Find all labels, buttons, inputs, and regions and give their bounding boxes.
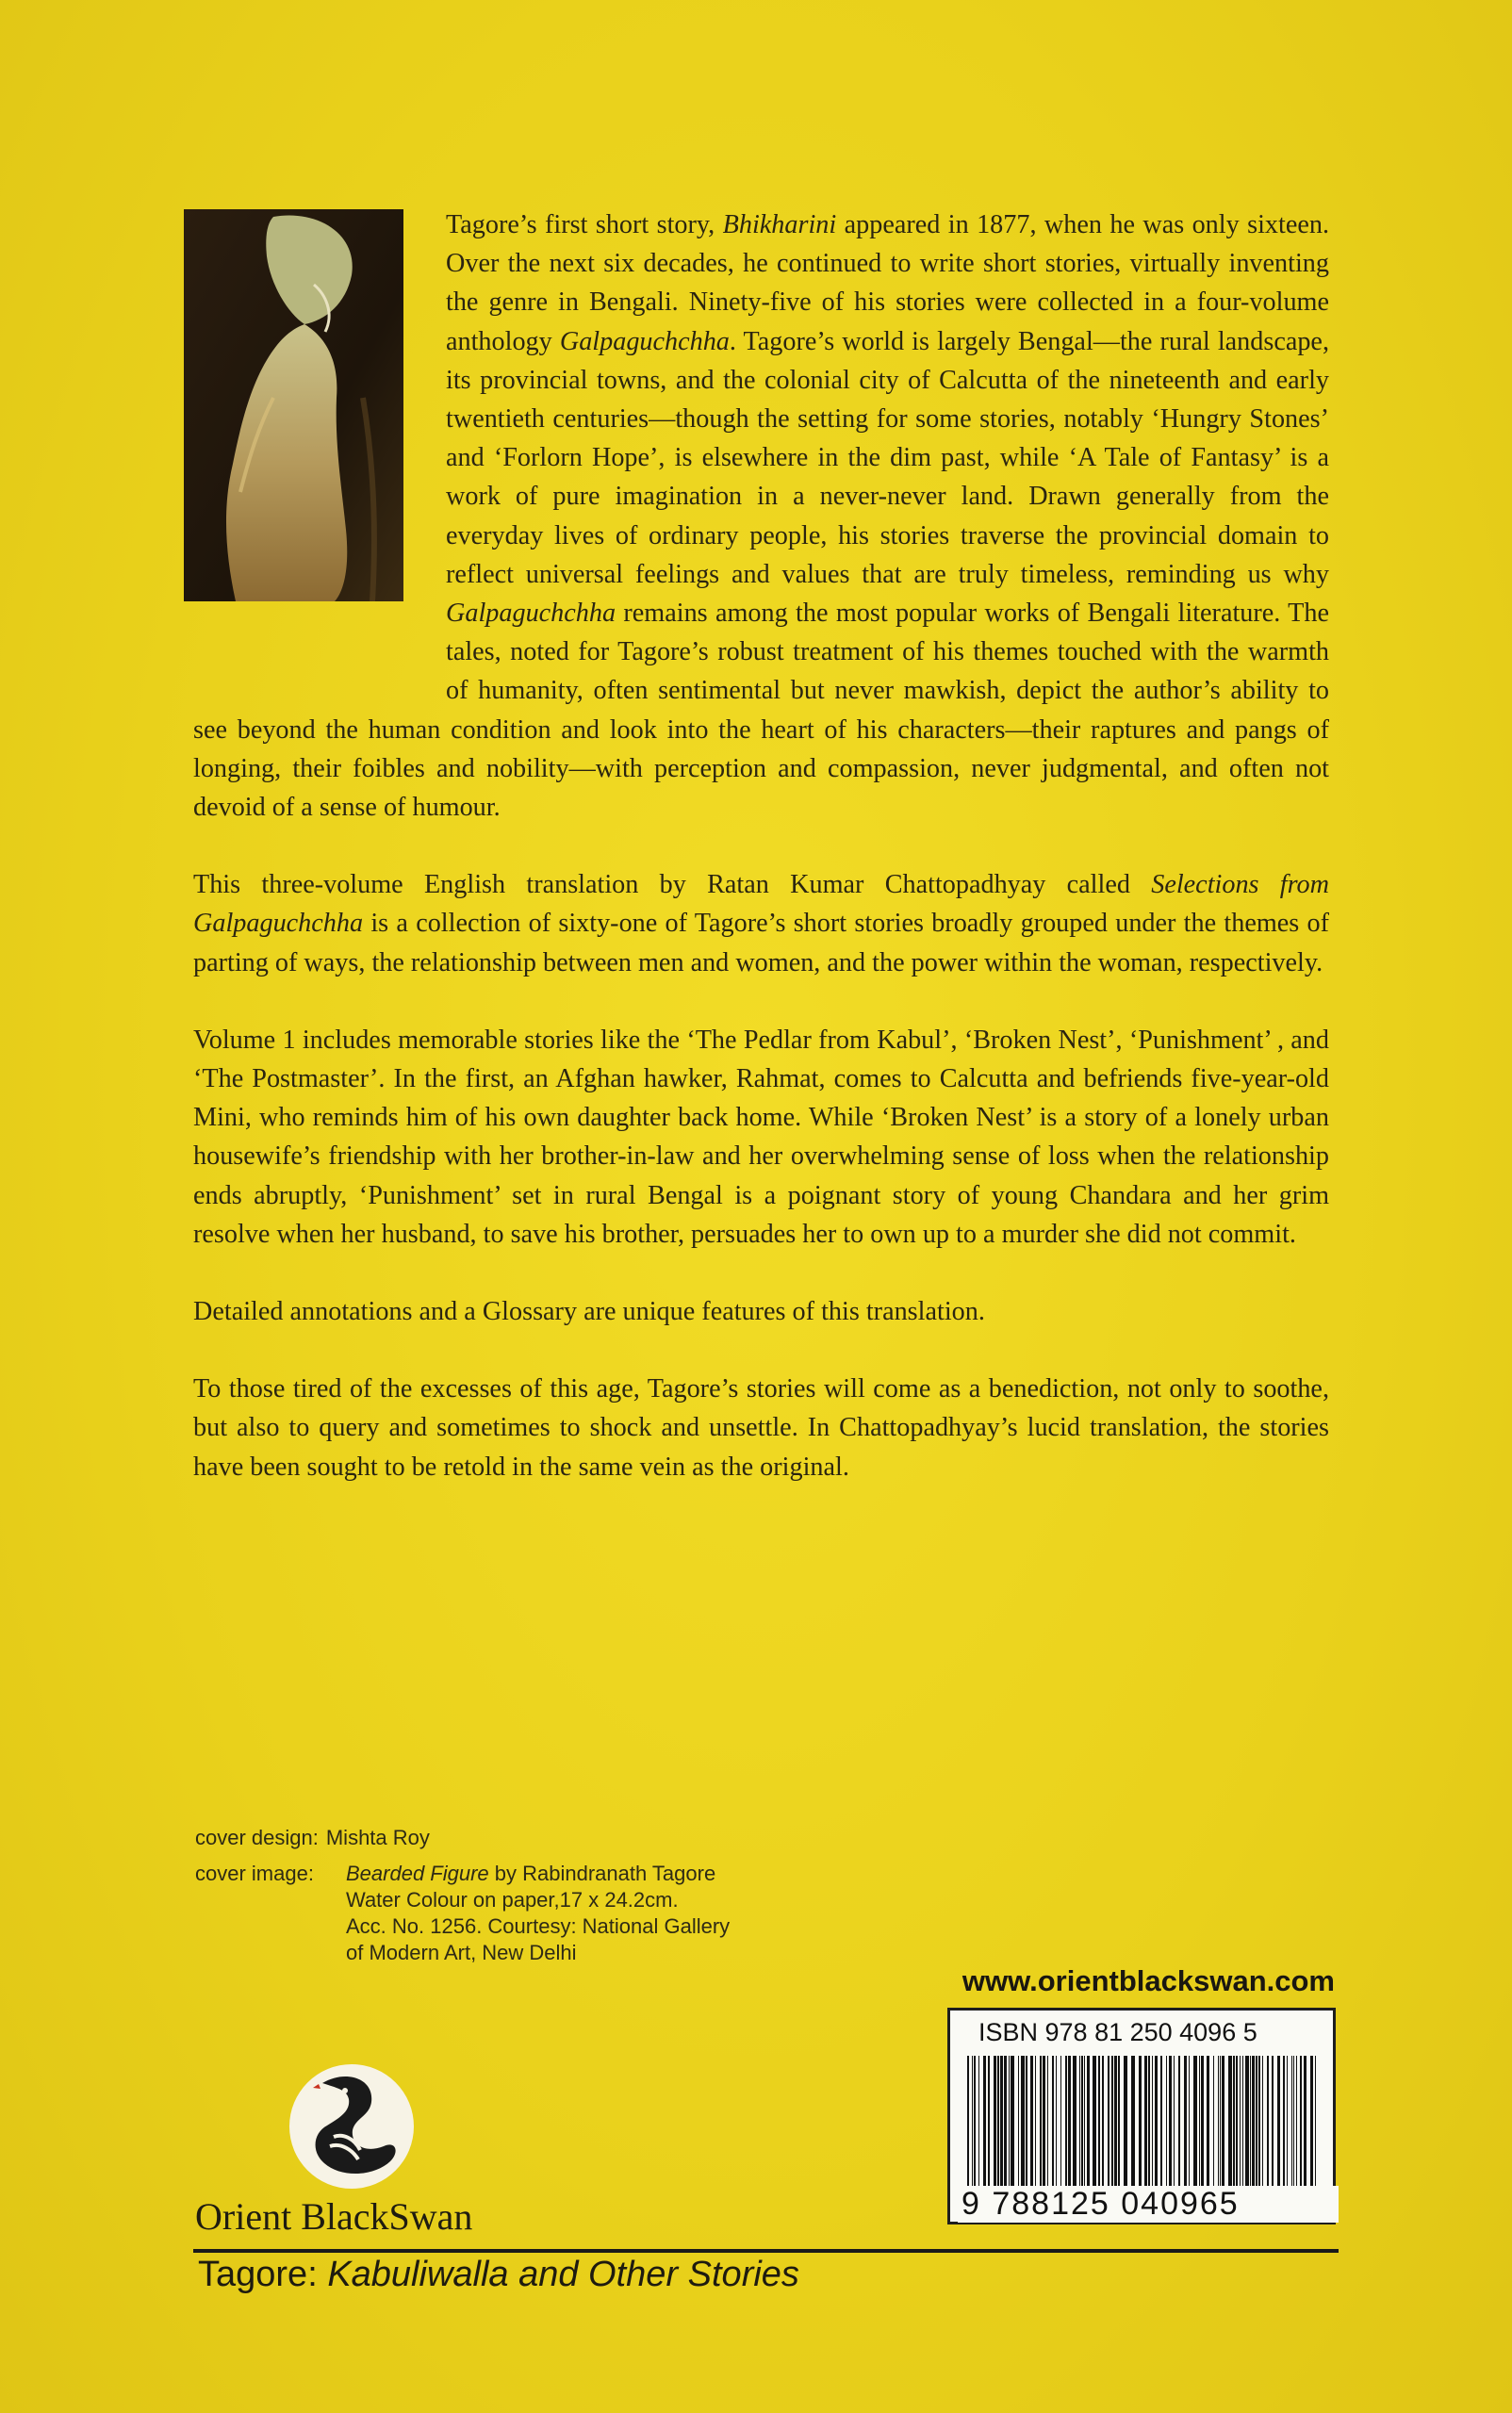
swan-logo-icon [285, 2060, 419, 2193]
cover-image-artist: by Rabindranath Tagore [488, 1862, 716, 1885]
divider [193, 2249, 1339, 2253]
barcode-bars [967, 2056, 1322, 2197]
barcode-digits: 9 788125 040965 [958, 2186, 1339, 2223]
blurb-paragraph-1: Tagore’s first short story, Bhikharini appeared in 1877, when he was only sixteen. Over the next six decades, he continued to write short stories, virtually inventing the genre in Bengali. Ninety-five of his stories were collected in a four-volume anthology Galpaguchchha. Tagore’s world is largely Bengal—the rural landscape, its provincial towns, and the colonial city of Calcutta of the nineteenth and early twentieth centuries—though the setting for some stories, notably ‘Hungry Stones’ and ‘Forlorn Hope’, is elsewhere in the dim past, while ‘A Tale of Fantasy’ is a work of pure imagination in a never-never land. Drawn generally from the everyday lives of ordinary people, his stories traverse the provincial domain to reflect universal feelings and values that are truly timeless, reminding us why Galpaguchchha remains among the most popular works of Bengali literature. The tales, noted for Tagore’s robust treatment of his themes touched with the warmth of humanity, often sentimental but never mawkish, depict the author’s ability to see beyond the human condition and look into the heart of his characters—their raptures and pangs of longing, their foibles and nobility—with perception and compassion, never judgmental, and often not devoid of a sense of humour. [193, 210, 1329, 823]
blurb-paragraph-3: Volume 1 includes memorable stories like the ‘The Pedlar from Kabul’, ‘Broken Nest’, ‘Punishment’ , and ‘The Postmaster’. In the first, an Afghan hawker, Rahmat, comes to Calcutta and befriends five-year-old Mini, who reminds him of his own daughter back home. While ‘Broken Nest’ is a story of a lonely urban housewife’s friendship with her brother-in-law and her overwhelming sense of loss when the relationship ends abruptly, ‘Punishment’ set in rural Bengal is a poignant story of young Chandara and her grim resolve when her husband, to save his brother, persuades her to own up to a murder she did not commit. [193, 1025, 1329, 1249]
publisher-name: Orient BlackSwan [195, 2195, 473, 2238]
cover-credits [195, 1825, 730, 1966]
book-title [198, 2255, 799, 2295]
cover-design-label: cover design: [195, 1826, 319, 1849]
blurb-paragraph-2: This three-volume English translation by Ratan Kumar Chattopadhyay called Selections from Galpaguchchha is a collection of sixty-one of Tagore’s short stories broadly grouped under the themes of parting of ways, the relationship between men and women, and the power within the woman, respectively. [193, 870, 1330, 977]
cover-image-medium: Water Colour on paper,17 x 24.2cm. [346, 1888, 679, 1912]
blurb-text [193, 205, 1329, 1525]
cover-design-value: Mishta Roy [325, 1826, 430, 1849]
blurb-paragraph-5: To those tired of the excesses of this age, Tagore’s stories will come as a benediction, not only to soothe, but also to query and sometimes to shock and unsettle. In Chattopadhyay’s lucid translation, the stories have been sought to be retold in the same vein as the original. [193, 1374, 1329, 1482]
isbn-barcode [947, 2008, 1336, 2224]
cover-image-gallery: of Modern Art, New Delhi [346, 1941, 577, 1964]
cover-image-details [346, 1861, 730, 1966]
cover-image-label: cover image: [195, 1862, 314, 1885]
blurb-paragraph-4: Detailed annotations and a Glossary are unique features of this translation. [193, 1297, 985, 1327]
publisher-website: www.orientblackswan.com [961, 1964, 1335, 1997]
cover-image-credit [195, 1861, 730, 1966]
book-author: Tagore: [198, 2255, 328, 2294]
isbn-number: ISBN 978 81 250 4096 5 [978, 2018, 1257, 2046]
cover-image-title: Bearded Figure [346, 1862, 489, 1885]
cover-design-credit [195, 1825, 730, 1851]
image-float-spacer [193, 205, 446, 672]
cover-image-accession: Acc. No. 1256. Courtesy: National Gallery [346, 1914, 731, 1938]
book-title-text: Kabuliwalla and Other Stories [327, 2255, 799, 2294]
